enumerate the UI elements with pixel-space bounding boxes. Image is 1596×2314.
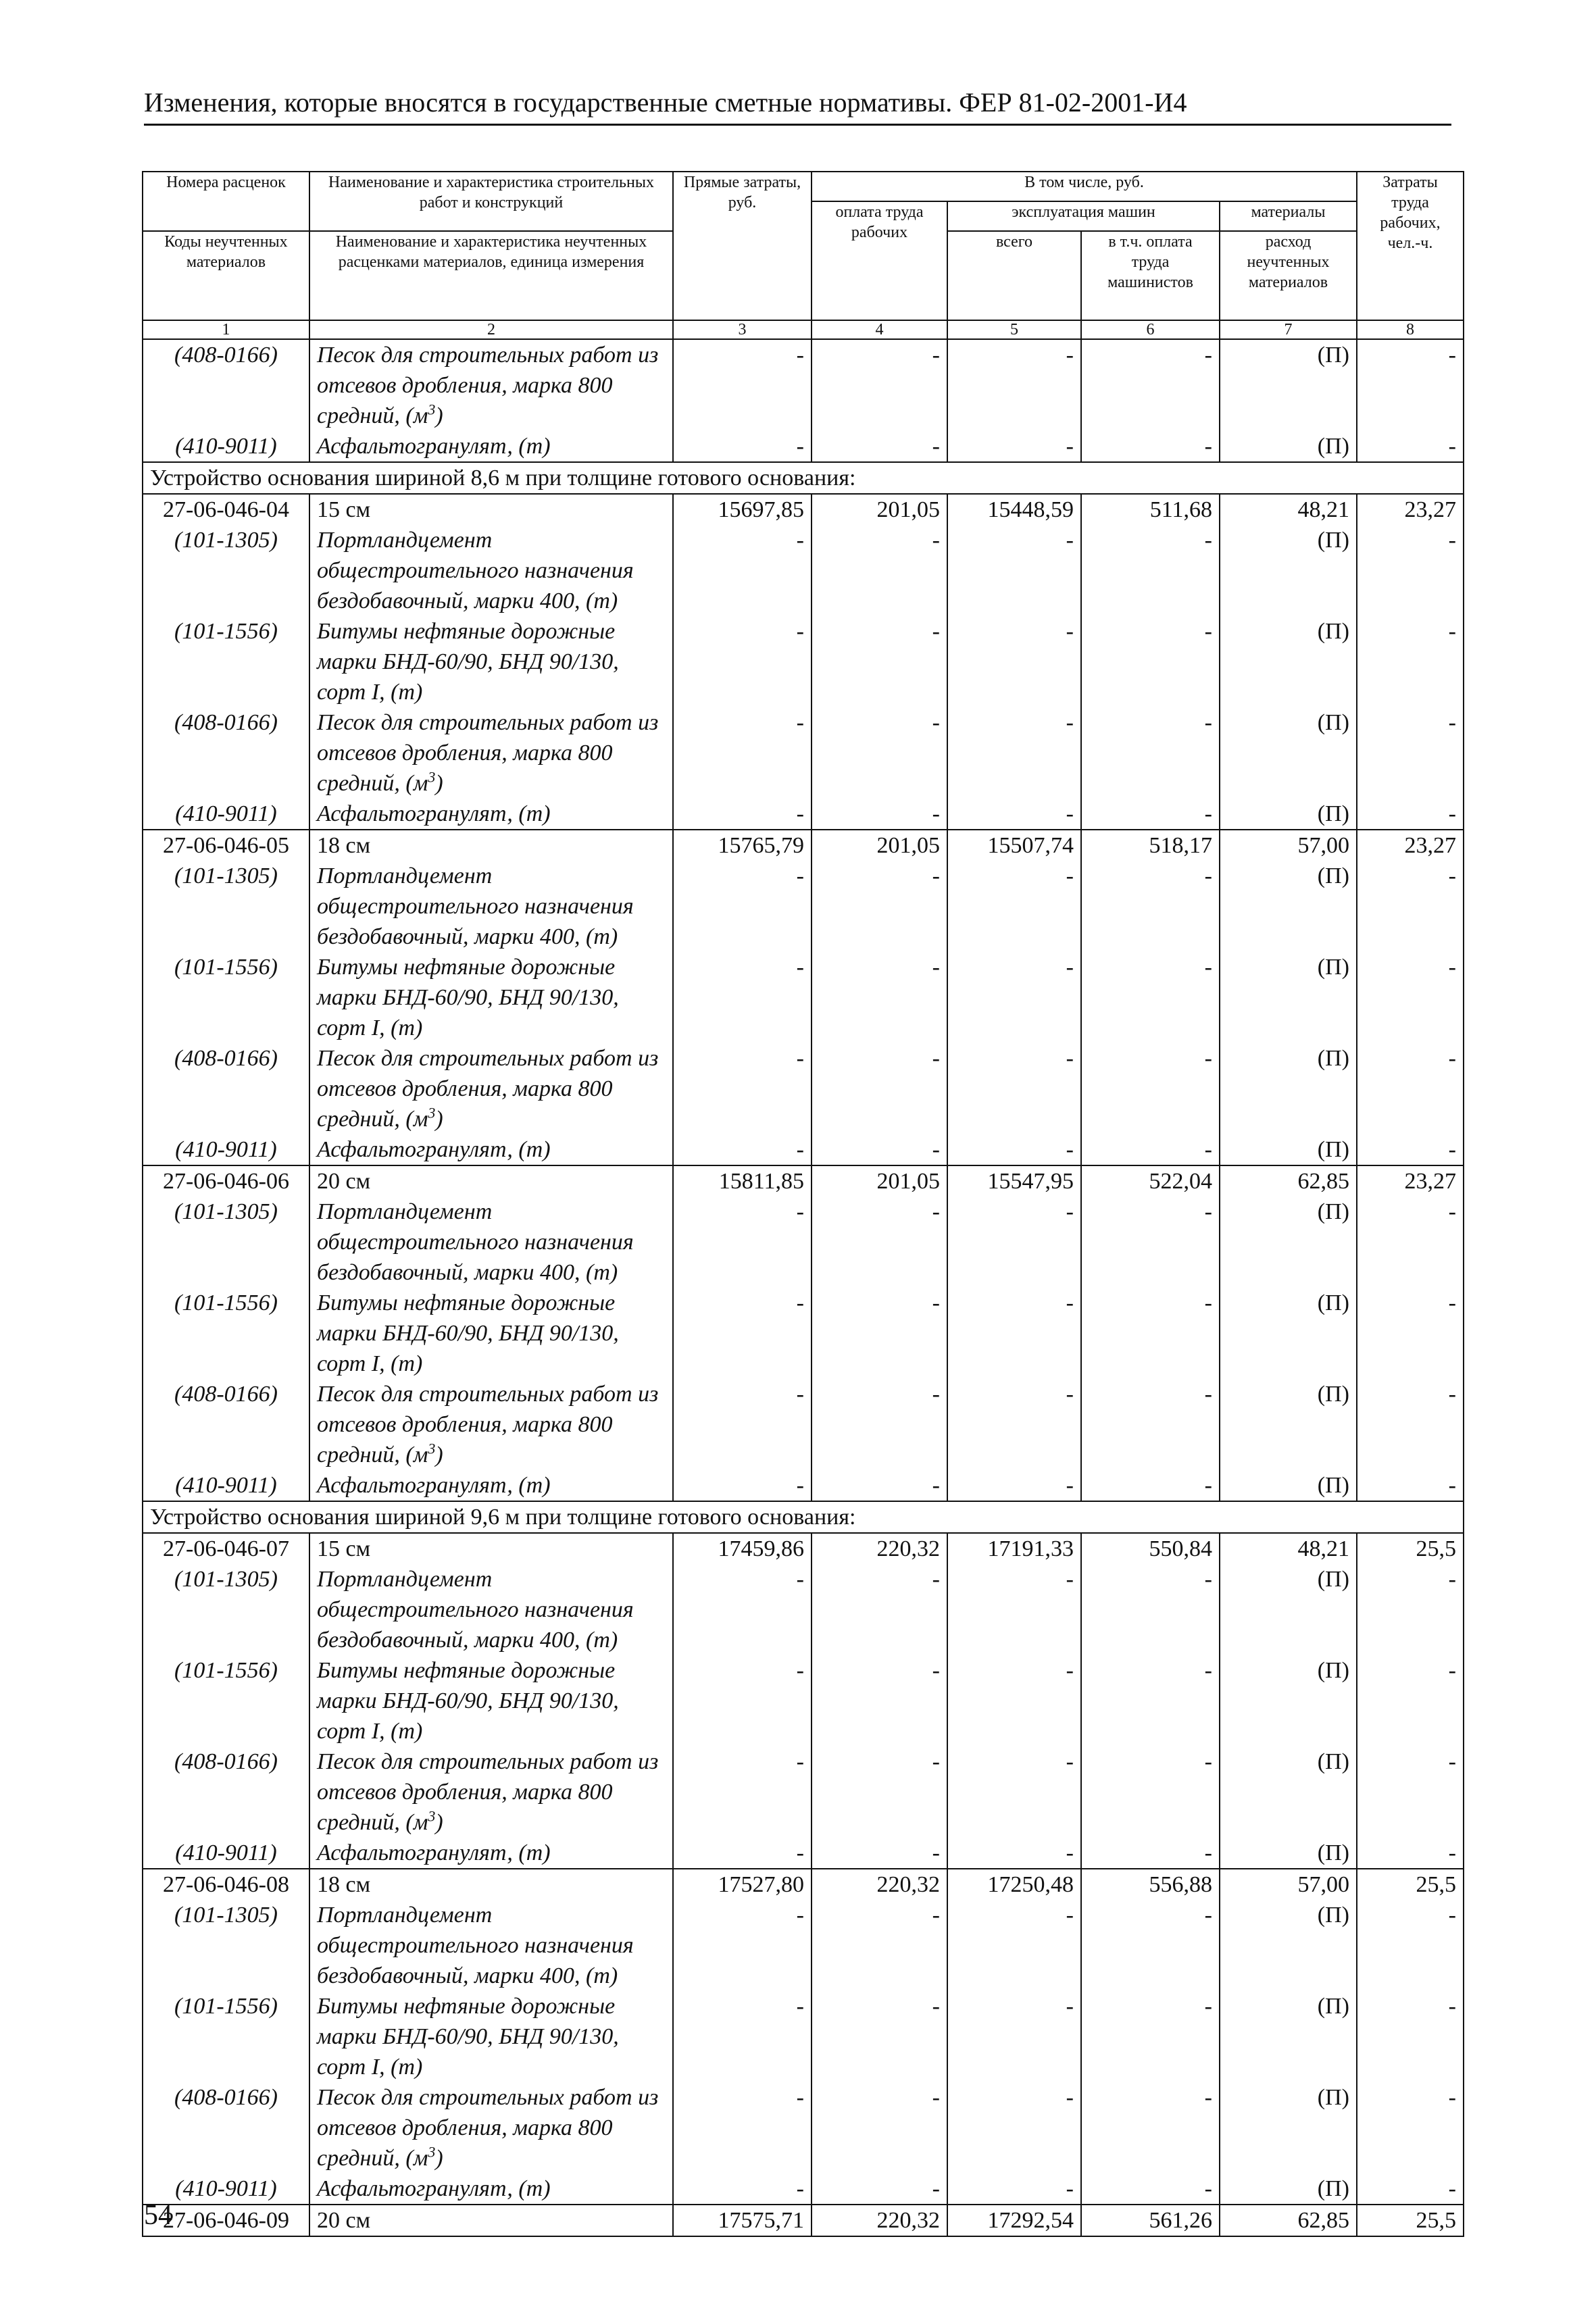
table-body (143, 339, 1464, 2236)
machinists-cell: 522,04 (1081, 1165, 1220, 1197)
material-row-bitumen (143, 1655, 1464, 1746)
section-title: Устройство основания шириной 8,6 м при толщине готового основания: (143, 462, 1464, 494)
direct-costs-cell: - (673, 1564, 812, 1655)
material-usage-cell: (П) (1220, 1134, 1357, 1165)
direct-costs-cell: 17575,71 (673, 2205, 812, 2236)
header-material-codes: Коды неучтенных материалов (143, 231, 309, 320)
machines-cell: - (947, 1134, 1081, 1165)
materials-cell: 57,00 (1220, 830, 1357, 861)
machinists-cell: - (1081, 525, 1220, 616)
labor-pay-cell: - (812, 1564, 947, 1655)
machines-cell: 15448,59 (947, 494, 1081, 525)
material-usage-cell: (П) (1220, 861, 1357, 952)
material-code: (101-1305) (143, 861, 309, 952)
labor-costs-cell: - (1357, 1197, 1464, 1288)
machines-cell: - (947, 1655, 1081, 1746)
labor-pay-cell: 220,32 (812, 1533, 947, 1564)
machines-cell: 17292,54 (947, 2205, 1081, 2236)
machinists-cell: - (1081, 2173, 1220, 2205)
material-usage-cell: (П) (1220, 2173, 1357, 2205)
labor-costs-cell: - (1357, 1470, 1464, 1501)
labor-costs-cell: - (1357, 616, 1464, 707)
machinists-cell: - (1081, 1991, 1220, 2082)
machinists-cell: - (1081, 616, 1220, 707)
rate-code: 27-06-046-07 (143, 1533, 309, 1564)
machinists-cell: 561,26 (1081, 2205, 1220, 2236)
direct-costs-cell: - (673, 861, 812, 952)
direct-costs-cell: - (673, 339, 812, 431)
rate-name: 15 см (309, 1533, 673, 1564)
header-materials-usage: расход неучтенных материалов (1220, 231, 1357, 320)
column-number: 3 (673, 320, 812, 339)
rate-code: 27-06-046-05 (143, 830, 309, 861)
direct-costs-cell: 15811,85 (673, 1165, 812, 1197)
labor-pay-cell: - (812, 1134, 947, 1165)
material-name: Песок для строительных работ из отсевов дробления, марка 800 средний, $(м^3)$ (309, 1746, 673, 1838)
material-code: (410-9011) (143, 1134, 309, 1165)
direct-costs-cell: 17527,80 (673, 1869, 812, 1900)
machines-cell: - (947, 1900, 1081, 1991)
material-name: Песок для строительных работ из отсевов дробления, марка 800 средний, $(м^3)$ (309, 707, 673, 799)
material-row-cement (143, 861, 1464, 952)
material-code: (410-9011) (143, 431, 309, 462)
material-code: (101-1305) (143, 1900, 309, 1991)
rate-name: 18 см (309, 1869, 673, 1900)
material-name: Асфальтогранулят, (т) (309, 1134, 673, 1165)
header-direct-costs: Прямые затраты, руб. (673, 172, 812, 320)
table-header (143, 172, 1464, 339)
direct-costs-cell: - (673, 1197, 812, 1288)
material-code: (101-1556) (143, 616, 309, 707)
machines-cell: - (947, 616, 1081, 707)
material-name: Асфальтогранулят, (т) (309, 431, 673, 462)
machines-cell: - (947, 1838, 1081, 1869)
labor-pay-cell: - (812, 2082, 947, 2173)
machines-cell: - (947, 707, 1081, 799)
machinists-cell: 511,68 (1081, 494, 1220, 525)
machines-cell: 17250,48 (947, 1869, 1081, 1900)
machinists-cell: - (1081, 1838, 1220, 1869)
labor-pay-cell: - (812, 799, 947, 830)
labor-pay-cell: - (812, 1379, 947, 1470)
labor-costs-cell: - (1357, 1043, 1464, 1134)
material-code: (410-9011) (143, 799, 309, 830)
material-usage-cell: (П) (1220, 525, 1357, 616)
labor-pay-cell: - (812, 1991, 947, 2082)
machines-cell: - (947, 1746, 1081, 1838)
material-usage-cell: (П) (1220, 952, 1357, 1043)
labor-pay-cell: - (812, 616, 947, 707)
rate-code: 27-06-046-04 (143, 494, 309, 525)
material-code: (408-0166) (143, 1746, 309, 1838)
material-row-asphalt (143, 1838, 1464, 1869)
direct-costs-cell: - (673, 525, 812, 616)
labor-pay-cell: - (812, 1288, 947, 1379)
direct-costs-cell: - (673, 1838, 812, 1869)
material-row-asphalt (143, 799, 1464, 830)
labor-pay-cell: - (812, 1746, 947, 1838)
machines-cell: - (947, 952, 1081, 1043)
header-labor-costs: Затраты труда рабочих, чел.-ч. (1357, 172, 1464, 320)
machinists-cell: - (1081, 431, 1220, 462)
machines-cell: - (947, 1197, 1081, 1288)
rate-row (143, 830, 1464, 861)
page-number: 54 (144, 2200, 172, 2231)
machines-cell: 15547,95 (947, 1165, 1081, 1197)
labor-pay-cell: - (812, 2173, 947, 2205)
material-usage-cell: (П) (1220, 1379, 1357, 1470)
labor-costs-cell: - (1357, 2173, 1464, 2205)
column-number: 7 (1220, 320, 1357, 339)
materials-cell: 48,21 (1220, 494, 1357, 525)
material-row-bitumen (143, 1288, 1464, 1379)
direct-costs-cell: - (673, 1470, 812, 1501)
material-code: (101-1556) (143, 1288, 309, 1379)
labor-costs-cell: - (1357, 431, 1464, 462)
machinists-cell: - (1081, 1379, 1220, 1470)
direct-costs-cell: - (673, 1746, 812, 1838)
material-usage-cell: (П) (1220, 1288, 1357, 1379)
direct-costs-cell: - (673, 707, 812, 799)
machines-cell: - (947, 1043, 1081, 1134)
material-row-cement (143, 1900, 1464, 1991)
labor-pay-cell: 201,05 (812, 494, 947, 525)
material-usage-cell: (П) (1220, 1470, 1357, 1501)
labor-pay-cell: - (812, 1197, 947, 1288)
labor-costs-cell: 23,27 (1357, 494, 1464, 525)
labor-costs-cell: 23,27 (1357, 830, 1464, 861)
material-code: (408-0166) (143, 2082, 309, 2173)
material-usage-cell: (П) (1220, 1991, 1357, 2082)
material-code: (410-9011) (143, 1838, 309, 1869)
labor-costs-cell: - (1357, 952, 1464, 1043)
labor-costs-cell: - (1357, 1655, 1464, 1746)
labor-costs-cell: 25,5 (1357, 2205, 1464, 2236)
machines-cell: - (947, 1379, 1081, 1470)
machines-cell: - (947, 431, 1081, 462)
rate-row (143, 1869, 1464, 1900)
materials-cell: 62,85 (1220, 1165, 1357, 1197)
material-row-sand (143, 707, 1464, 799)
rate-row (143, 1165, 1464, 1197)
header-including: В том числе, руб. (812, 172, 1357, 201)
header-rate-numbers: Номера расценок (143, 172, 309, 231)
material-row-sand (143, 339, 1464, 431)
material-row-asphalt (143, 1134, 1464, 1165)
labor-costs-cell: - (1357, 1564, 1464, 1655)
material-code: (408-0166) (143, 1043, 309, 1134)
column-numbers-row (143, 320, 1464, 339)
labor-costs-cell: - (1357, 339, 1464, 431)
material-usage-cell: (П) (1220, 1197, 1357, 1288)
machinists-cell: - (1081, 1288, 1220, 1379)
material-row-asphalt (143, 1470, 1464, 1501)
labor-pay-cell: 220,32 (812, 1869, 947, 1900)
machinists-cell: - (1081, 1655, 1220, 1746)
machinists-cell: - (1081, 1134, 1220, 1165)
material-usage-cell: (П) (1220, 1746, 1357, 1838)
column-number: 1 (143, 320, 309, 339)
labor-costs-cell: - (1357, 2082, 1464, 2173)
machinists-cell: - (1081, 1746, 1220, 1838)
material-usage-cell: (П) (1220, 616, 1357, 707)
machinists-cell: - (1081, 1900, 1220, 1991)
direct-costs-cell: 15697,85 (673, 494, 812, 525)
header-machinists-pay: в т.ч. оплата труда машинистов (1081, 231, 1220, 320)
machines-cell: - (947, 2173, 1081, 2205)
direct-costs-cell: - (673, 616, 812, 707)
machinists-cell: - (1081, 1043, 1220, 1134)
material-name: Песок для строительных работ из отсевов дробления, марка 800 средний, $(м^3)$ (309, 1379, 673, 1470)
header-machines-total: всего (947, 231, 1081, 320)
material-usage-cell: (П) (1220, 1900, 1357, 1991)
labor-pay-cell: - (812, 525, 947, 616)
labor-pay-cell: - (812, 1838, 947, 1869)
rates-table (142, 171, 1464, 2237)
material-usage-cell: (П) (1220, 339, 1357, 431)
material-name: Песок для строительных работ из отсевов дробления, марка 800 средний, $(м^3)$ (309, 2082, 673, 2173)
labor-pay-cell: 201,05 (812, 830, 947, 861)
labor-pay-cell: - (812, 707, 947, 799)
material-name: Битумы нефтяные дорожные марки БНД-60/90, БНД 90/130, сорт I, (т) (309, 616, 673, 707)
rate-row (143, 1533, 1464, 1564)
machines-cell: - (947, 799, 1081, 830)
direct-costs-cell: - (673, 1134, 812, 1165)
material-name: Асфальтогранулят, (т) (309, 799, 673, 830)
labor-pay-cell: 201,05 (812, 1165, 947, 1197)
material-name: Битумы нефтяные дорожные марки БНД-60/90, БНД 90/130, сорт I, (т) (309, 1655, 673, 1746)
machinists-cell: 550,84 (1081, 1533, 1220, 1564)
material-code: (101-1556) (143, 1991, 309, 2082)
section-title: Устройство основания шириной 9,6 м при толщине готового основания: (143, 1501, 1464, 1533)
column-number: 5 (947, 320, 1081, 339)
machinists-cell: 556,88 (1081, 1869, 1220, 1900)
machinists-cell: - (1081, 2082, 1220, 2173)
labor-costs-cell: - (1357, 1991, 1464, 2082)
labor-costs-cell: 25,5 (1357, 1869, 1464, 1900)
direct-costs-cell: - (673, 799, 812, 830)
rate-name: 18 см (309, 830, 673, 861)
header-materials: материалы (1220, 201, 1357, 231)
machinists-cell: - (1081, 339, 1220, 431)
material-usage-cell: (П) (1220, 707, 1357, 799)
materials-cell: 62,85 (1220, 2205, 1357, 2236)
header-work-name: Наименование и характеристика строительных работ и конструкций (309, 172, 673, 231)
material-row-sand (143, 1043, 1464, 1134)
material-name: Битумы нефтяные дорожные марки БНД-60/90, БНД 90/130, сорт I, (т) (309, 1991, 673, 2082)
labor-pay-cell: 220,32 (812, 2205, 947, 2236)
labor-costs-cell: - (1357, 1838, 1464, 1869)
material-name: Битумы нефтяные дорожные марки БНД-60/90, БНД 90/130, сорт I, (т) (309, 1288, 673, 1379)
material-name: Портландцемент общестроительного назначения бездобавочный, марки 400, (т) (309, 1900, 673, 1991)
material-row-cement (143, 1197, 1464, 1288)
machines-cell: - (947, 861, 1081, 952)
labor-pay-cell: - (812, 431, 947, 462)
materials-cell: 48,21 (1220, 1533, 1357, 1564)
labor-pay-cell: - (812, 1655, 947, 1746)
labor-costs-cell: 25,5 (1357, 1533, 1464, 1564)
material-usage-cell: (П) (1220, 1838, 1357, 1869)
material-row-sand (143, 2082, 1464, 2173)
material-code: (408-0166) (143, 339, 309, 431)
material-code: (101-1556) (143, 952, 309, 1043)
direct-costs-cell: 15765,79 (673, 830, 812, 861)
material-row-asphalt (143, 431, 1464, 462)
section-row (143, 462, 1464, 494)
column-number: 8 (1357, 320, 1464, 339)
material-usage-cell: (П) (1220, 1655, 1357, 1746)
direct-costs-cell: - (673, 1900, 812, 1991)
labor-pay-cell: - (812, 1900, 947, 1991)
material-name: Битумы нефтяные дорожные марки БНД-60/90, БНД 90/130, сорт I, (т) (309, 952, 673, 1043)
labor-costs-cell: - (1357, 861, 1464, 952)
materials-cell: 57,00 (1220, 1869, 1357, 1900)
rate-code: 27-06-046-08 (143, 1869, 309, 1900)
direct-costs-cell: - (673, 1655, 812, 1746)
material-code: (410-9011) (143, 2173, 309, 2205)
labor-costs-cell: - (1357, 525, 1464, 616)
machines-cell: 15507,74 (947, 830, 1081, 861)
material-code: (408-0166) (143, 1379, 309, 1470)
material-code: (408-0166) (143, 707, 309, 799)
material-code: (410-9011) (143, 1470, 309, 1501)
labor-costs-cell: - (1357, 1746, 1464, 1838)
material-name: Портландцемент общестроительного назначения бездобавочный, марки 400, (т) (309, 1564, 673, 1655)
machines-cell: - (947, 1991, 1081, 2082)
direct-costs-cell: - (673, 1043, 812, 1134)
material-usage-cell: (П) (1220, 1043, 1357, 1134)
machinists-cell: - (1081, 1564, 1220, 1655)
column-number: 2 (309, 320, 673, 339)
direct-costs-cell: - (673, 2082, 812, 2173)
machines-cell: - (947, 525, 1081, 616)
material-code: (101-1556) (143, 1655, 309, 1746)
rate-name: 20 см (309, 2205, 673, 2236)
machines-cell: - (947, 339, 1081, 431)
machines-cell: - (947, 1564, 1081, 1655)
material-name: Асфальтогранулят, (т) (309, 1838, 673, 1869)
material-row-cement (143, 525, 1464, 616)
labor-costs-cell: - (1357, 799, 1464, 830)
material-usage-cell: (П) (1220, 799, 1357, 830)
material-code: (101-1305) (143, 525, 309, 616)
machinists-cell: - (1081, 861, 1220, 952)
labor-costs-cell: 23,27 (1357, 1165, 1464, 1197)
direct-costs-cell: - (673, 431, 812, 462)
machinists-cell: - (1081, 952, 1220, 1043)
direct-costs-cell: - (673, 1288, 812, 1379)
labor-pay-cell: - (812, 1043, 947, 1134)
material-name: Асфальтогранулят, (т) (309, 1470, 673, 1501)
labor-costs-cell: - (1357, 1134, 1464, 1165)
machines-cell: - (947, 2082, 1081, 2173)
material-usage-cell: (П) (1220, 1564, 1357, 1655)
labor-pay-cell: - (812, 339, 947, 431)
material-row-sand (143, 1379, 1464, 1470)
column-number: 4 (812, 320, 947, 339)
material-name: Портландцемент общестроительного назначения бездобавочный, марки 400, (т) (309, 861, 673, 952)
material-row-bitumen (143, 1991, 1464, 2082)
material-name: Песок для строительных работ из отсевов дробления, марка 800 средний, $(м^3)$ (309, 339, 673, 431)
machinists-cell: - (1081, 1197, 1220, 1288)
labor-pay-cell: - (812, 861, 947, 952)
labor-pay-cell: - (812, 1470, 947, 1501)
rate-row (143, 494, 1464, 525)
rate-name: 15 см (309, 494, 673, 525)
column-number: 6 (1081, 320, 1220, 339)
direct-costs-cell: 17459,86 (673, 1533, 812, 1564)
labor-pay-cell: - (812, 952, 947, 1043)
material-row-sand (143, 1746, 1464, 1838)
material-code: (101-1305) (143, 1564, 309, 1655)
machinists-cell: - (1081, 799, 1220, 830)
machines-cell: - (947, 1288, 1081, 1379)
material-name: Портландцемент общестроительного назначения бездобавочный, марки 400, (т) (309, 525, 673, 616)
material-row-bitumen (143, 952, 1464, 1043)
labor-costs-cell: - (1357, 1900, 1464, 1991)
rate-row (143, 2205, 1464, 2236)
material-name: Песок для строительных работ из отсевов дробления, марка 800 средний, $(м^3)$ (309, 1043, 673, 1134)
machines-cell: - (947, 1470, 1081, 1501)
material-code: (101-1305) (143, 1197, 309, 1288)
rate-name: 20 см (309, 1165, 673, 1197)
labor-costs-cell: - (1357, 707, 1464, 799)
machinists-cell: - (1081, 1470, 1220, 1501)
page-title: Изменения, которые вносятся в государственные сметные нормативы. ФЕР 81-02-2001-И4 (144, 86, 1451, 126)
material-name: Портландцемент общестроительного назначения бездобавочный, марки 400, (т) (309, 1197, 673, 1288)
material-usage-cell: (П) (1220, 2082, 1357, 2173)
material-usage-cell: (П) (1220, 431, 1357, 462)
direct-costs-cell: - (673, 1379, 812, 1470)
direct-costs-cell: - (673, 2173, 812, 2205)
direct-costs-cell: - (673, 1991, 812, 2082)
direct-costs-cell: - (673, 952, 812, 1043)
machinists-cell: - (1081, 707, 1220, 799)
material-row-cement (143, 1564, 1464, 1655)
header-machines: эксплуатация машин (947, 201, 1220, 231)
material-row-asphalt (143, 2173, 1464, 2205)
labor-costs-cell: - (1357, 1288, 1464, 1379)
rate-code: 27-06-046-06 (143, 1165, 309, 1197)
machines-cell: 17191,33 (947, 1533, 1081, 1564)
header-material-names: Наименование и характеристика неучтенных расценками материалов, единица измерения (309, 231, 673, 320)
section-row (143, 1501, 1464, 1533)
material-row-bitumen (143, 616, 1464, 707)
rate-code: 27-06-046-09 (143, 2205, 309, 2236)
labor-costs-cell: - (1357, 1379, 1464, 1470)
header-labor-pay: оплата труда рабочих (812, 201, 947, 320)
material-name: Асфальтогранулят, (т) (309, 2173, 673, 2205)
machinists-cell: 518,17 (1081, 830, 1220, 861)
